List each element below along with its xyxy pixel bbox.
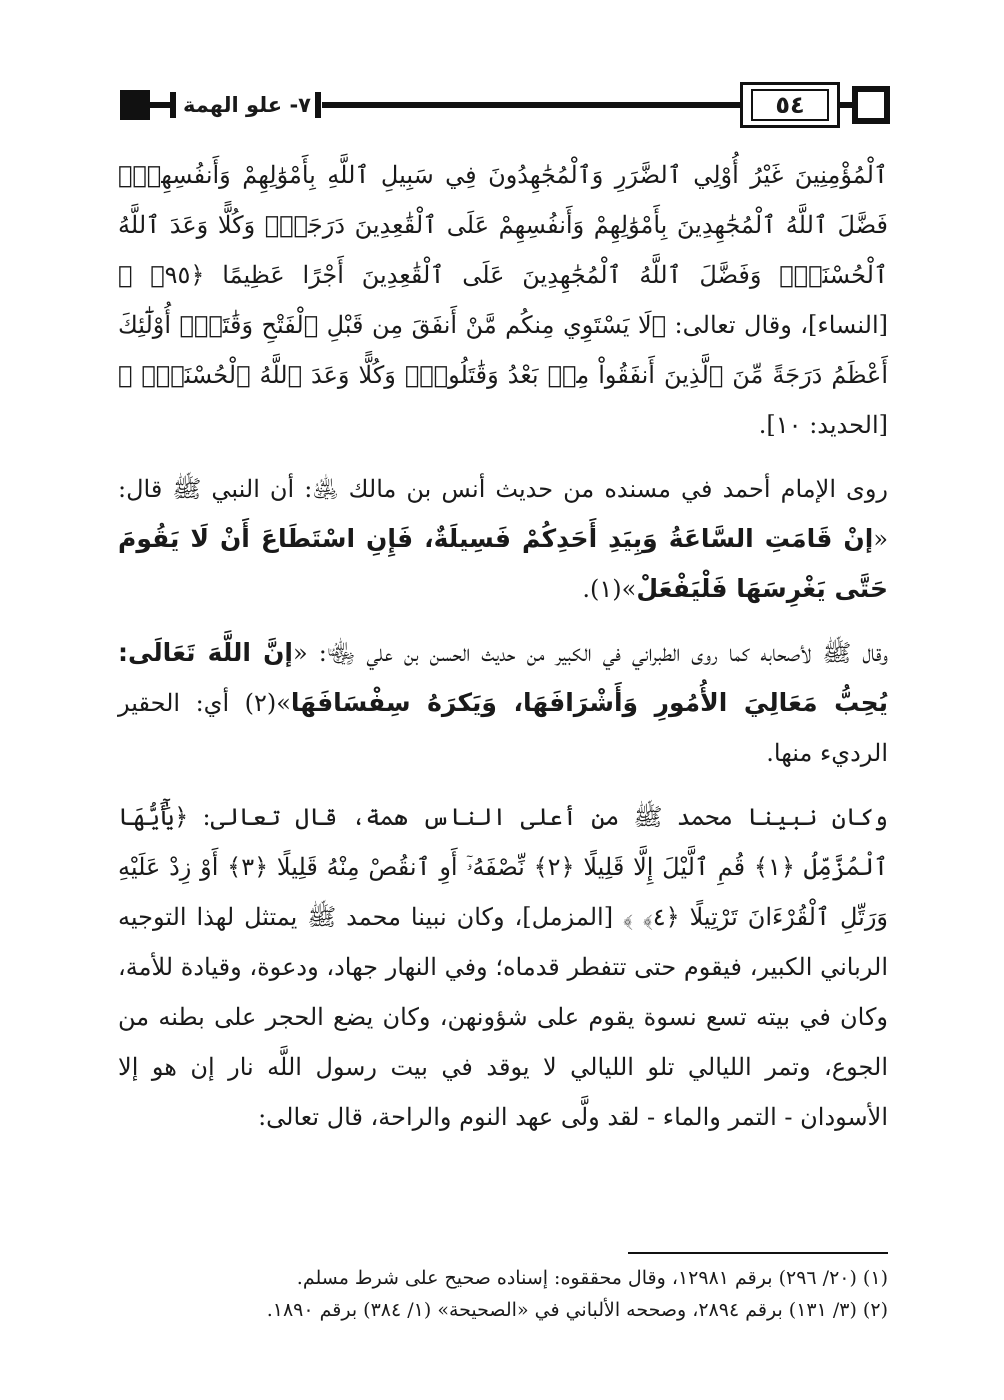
paragraph-intro: وقال ﷺ لأصحابه كما روى الطبراني في الكبير من حديث الحسن بن علي ﵄: « xyxy=(293,639,889,667)
hadith-paragraph xyxy=(118,628,888,778)
header-rule xyxy=(322,102,740,108)
text-paragraph xyxy=(118,792,888,1142)
header-ornament-block xyxy=(120,90,150,120)
header-bar xyxy=(315,92,321,118)
header-rule xyxy=(840,102,852,108)
footnote: (١) (٢٠/ ٢٩٦) برقم ١٢٩٨١، وقال محققوه: إسناده صحيح على شرط مسلم. xyxy=(296,1267,888,1289)
footnote-separator xyxy=(628,1252,888,1254)
paragraph-intro: روى الإمام أحمد في مسنده من حديث أنس بن مالك ﵁: أن النبي ﷺ قال: « xyxy=(118,475,888,553)
header-rule xyxy=(150,102,170,108)
footnotes xyxy=(118,1262,888,1326)
page-number-frame xyxy=(740,82,840,128)
hadith-paragraph xyxy=(118,464,888,614)
paragraph-outro: »(٢) أي: الحقير الرديء منها. xyxy=(118,689,888,767)
page-number: ٥٤ xyxy=(775,91,805,119)
paragraph-text: وكان نبينا محمد ﷺ من أعلى الناس همة، قال تعالى: ﴿يَٰٓأَيُّهَا ٱلْمُزَّمِّلُ ﴿١﴾ قُمِ ٱلَّيْلَ إِلَّا قَلِيلًا ﴿٢﴾ نِّصْفَهُۥٓ أَوِ ٱنقُصْ مِنْهُ قَلِيلًا ﴿٣﴾ أَوْ زِدْ عَلَيْهِ وَرَتِّلِ ٱلْقُرْءَانَ تَرْتِيلًا ﴿٤﴾ ﴾ [المزمل]، وكان نبينا محمد ﷺ يمتثل لهذا التوجيه الرباني الكبير، فيقوم حتى تتفطر قدماه؛ وفي النهار جهاد، ودعوة، وقيادة للأمة، وكان في بيته تسع نسوة يقوم على شؤونهن، وكان يضع الحجر على بطنه من الجوع، وتمر الليالي تلو الليالي لا يوقد في بيت رسول اللَّه نار إن هو إلا الأسودان - التمر والماء - لقد ولَّى عهد النوم والراحة، قال تعالى: xyxy=(118,803,889,1131)
header-ornament-square xyxy=(852,86,890,124)
footnote: (٢) (٣/ ١٣١) برقم ٢٨٩٤، وصححه الألباني في «الصحيحة» (١/ ٣٨٤) برقم ١٨٩٠. xyxy=(266,1299,888,1321)
header-bar xyxy=(170,92,176,118)
hadith-text: إنْ قَامَتِ السَّاعَةُ وَبِيَدِ أَحَدِكُمْ فَسِيلَةٌ، فَإِنِ اسْتَطَاعَ أَنْ لَا يَقُومَ حَتَّى يَغْرِسَهَا فَلْيَفْعَلْ xyxy=(118,524,888,603)
page-body xyxy=(118,150,888,1156)
paragraph-outro: »(١). xyxy=(582,575,637,603)
chapter-title: ٧- علو الهمة xyxy=(182,93,311,117)
paragraph-text: ٱلْمُؤْمِنِينَ غَيْرُ أُوْلِي ٱلضَّرَرِ وَٱلْمُجَٰهِدُونَ فِي سَبِيلِ ٱللَّهِ بِأَمْوَٰلِهِمْ وَأَنفُسِهِمْۚ فَضَّلَ ٱللَّهُ ٱلْمُجَٰهِدِينَ بِأَمْوَٰلِهِمْ وَأَنفُسِهِمْ عَلَى ٱلْقَٰعِدِينَ دَرَجَةًۚ وَكُلًّا وَعَدَ ٱللَّهُ ٱلْحُسْنَىٰۚ وَفَضَّلَ ٱللَّهُ ٱلْمُجَٰهِدِينَ عَلَى ٱلْقَٰعِدِينَ أَجْرًا عَظِيمًا ﴿٩٥﴾ ﴾ [النساء]، وقال تعالى: ﴿لَا يَسْتَوِي مِنكُم مَّنْ أَنفَقَ مِن قَبْلِ ٱلْفَتْحِ وَقَٰتَلَۚ أُوْلَٰٓئِكَ أَعْظَمُ دَرَجَةً مِّنَ ٱلَّذِينَ أَنفَقُواْ مِنۢ بَعْدُ وَقَٰتَلُواْۚ وَكُلًّا وَعَدَ ٱللَّهُ ٱلْحُسْنَىٰۚ ﴾ [الحديد: ١٠]. xyxy=(118,161,889,439)
hadith-text: إنَّ اللَّهَ تَعَالَى: يُحِبُّ مَعَالِيَ الأُمُورِ وَأَشْرَافَهَا، وَيَكرَهُ سِفْسَافَهَا xyxy=(118,638,888,717)
page-header xyxy=(110,80,890,130)
quran-paragraph xyxy=(118,150,888,450)
